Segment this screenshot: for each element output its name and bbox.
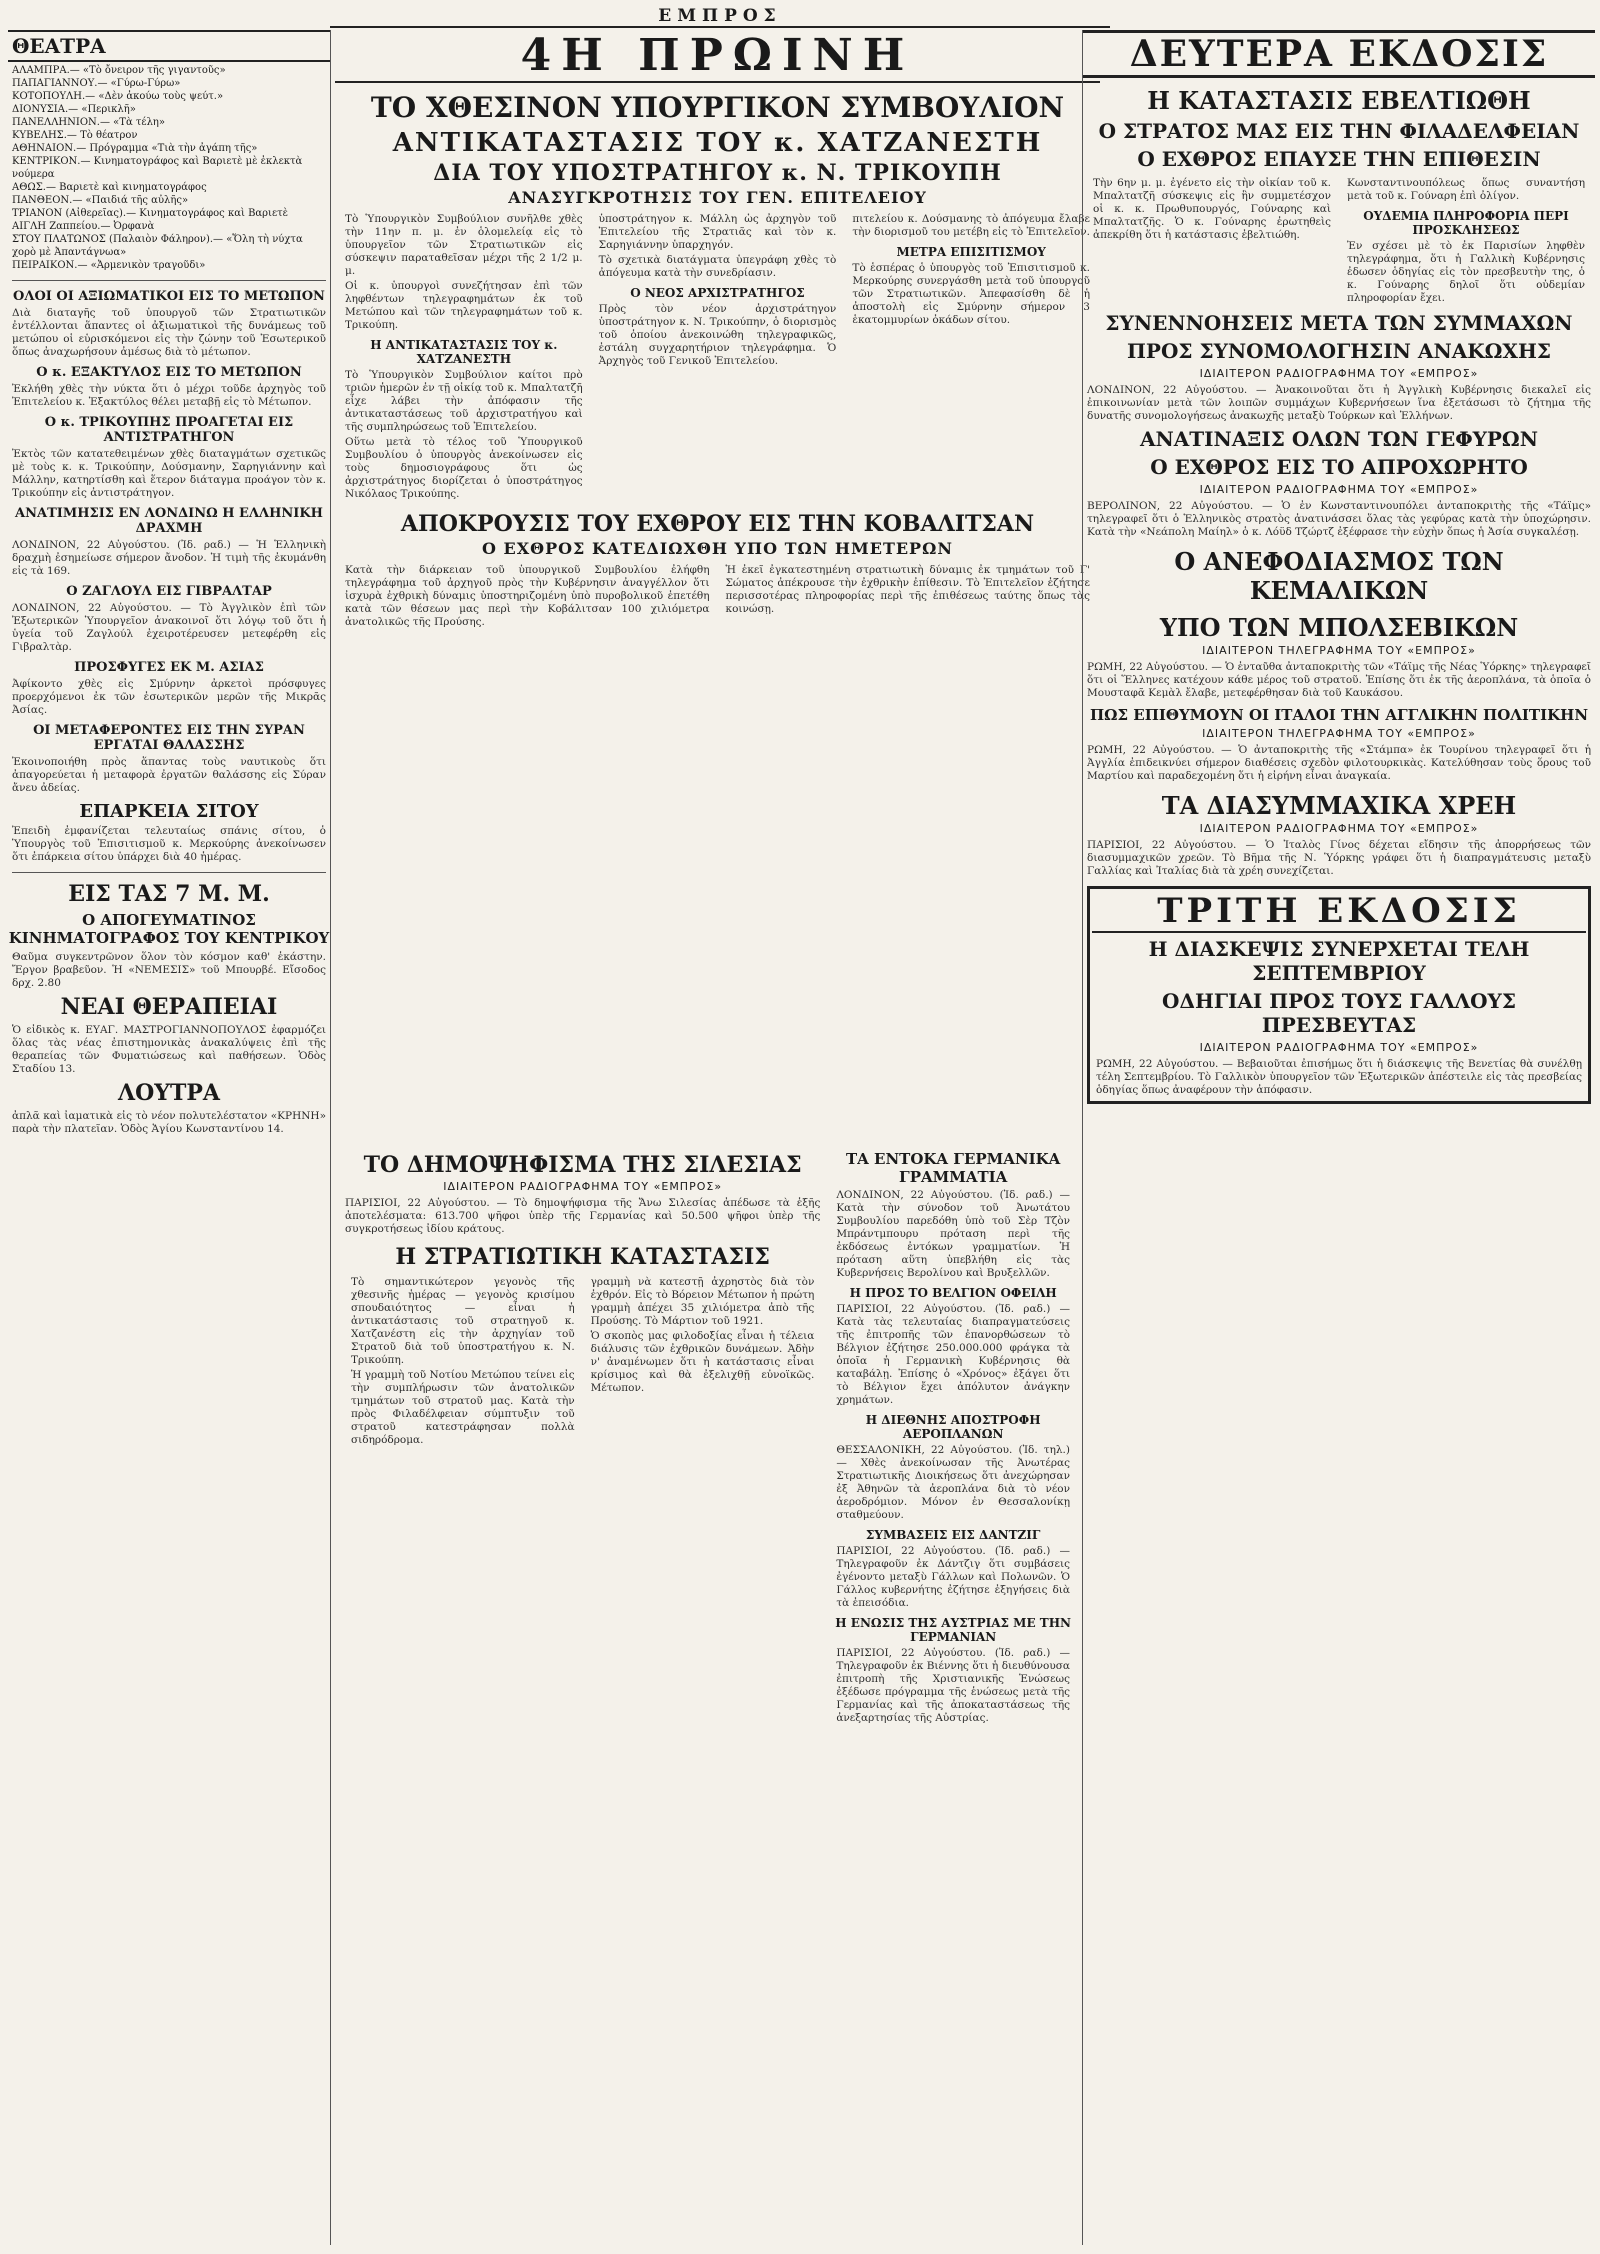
headline: ΣΥΝΕΝΝΟΗΣΕΙΣ ΜΕΤΑ ΤΩΝ ΣΥΜΜΑΧΩΝ [1105,311,1573,335]
headline: ΑΝΑΤΙΝΑΞΙΣ ΟΛΩΝ ΤΩΝ ΓΕΦΥΡΩΝ [1139,427,1539,451]
subheadline: Ο ΕΧΘΡΟΣ ΕΠΑΥΣΕ ΤΗΝ ΕΠΙΘΕΣΙΝ [1137,147,1541,171]
list-item: ΣΤΟΥ ΠΛΑΤΩΝΟΣ (Παλαιὸν Φάληρον).— «Ὅλη τὴ νύχτα χορὸ μὲ Ἀπαντάγνωα» [12,234,303,258]
article-text: Οὕτω μετὰ τὸ τέλος τοῦ Ὑπουργικοῦ Συμβουλίου ὁ ὑπουργὸς ἀνεκοίνωσεν εἰς τοὺς δημοσιογράφους ὅτι ὡς ἀρχιστράτηγος διορίζεται ὁ ὑποστράτηγος Νικόλαος Τρικούπης. [345,436,583,500]
article-text: Ἐκοινοποιήθη πρὸς ἅπαντας τοὺς ναυτικοὺς ὅτι ἀπαγορεύεται ἡ μεταφορὰ ἐργατῶν θαλάσσης εἰς Σύραν ἄνευ ἀδείας. [12,756,326,794]
headline: Η ΣΤΡΑΤΙΩΤΙΚΗ ΚΑΤΑΣΤΑΣΙΣ [395,1244,770,1270]
article-text: ΠΑΡΙΣΙΟΙ, 22 Αὐγούστου. — Ὁ Ἰταλὸς Γίνος δέχεται εἴδησιν τῆς ἀπορρήσεως τῶν διασυμμαχικῶν χρεῶν. Τὸ Βῆμα τῆς Ν. Ὑόρκης γράφει ὅτι ἡ διαπραγμάτευσις μεταξὺ Γαλλίας καὶ Ἰταλίας διὰ τὰ χρέη συνεχίζεται. [1087,839,1591,877]
article-columns [347,1274,818,1449]
main-subheadline: ΑΝΑΣΥΓΚΡΟΤΗΣΙΣ ΤΟΥ ΓΕΝ. ΕΠΙΤΕΛΕΙΟΥ [508,188,927,207]
article-text: ΡΩΜΗ, 22 Αὐγούστου. — Βεβαιοῦται ἐπισήμως ὅτι ἡ διάσκεψις τῆς Βενετίας θὰ συνέλθῃ τέλη Σεπτεμβρίου. Τὸ Γαλλικὸν ὑπουργεῖον τῶν Ἐξωτερικῶν ἀπέστειλε εἰς τὰς πρεσβείας ὁδηγίας ὅπως ἀναφέρουν τὴν ἀπόφασιν. [1096,1058,1582,1096]
article-text: Τὴν 6ην μ. μ. ἐγένετο εἰς τὴν οἰκίαν τοῦ κ. Μπαλτατζῆ σύσκεψις εἰς ἣν συμμετέσχον οἱ κ. κ. Πρωθυπουργός, Γούναρης καὶ Μπαλτατζῆς. Ὁ κ. Γούναρης ἐρωτηθεὶς ἀπεκρίθη ὅτι ἡ κατάστασις ἐβελτιώθη. [1093,177,1331,241]
third-edition-banner: ΤΡΙΤΗ ΕΚΔΟΣΙΣ [1092,891,1586,933]
headline: ΟΛΟΙ ΟΙ ΑΞΙΩΜΑΤΙΚΟΙ ΕΙΣ ΤΟ ΜΕΤΩΠΟΝ [13,289,325,304]
headline: ΣΥΜΒΑΣΕΙΣ ΕΙΣ ΔΑΝΤΖΙΓ [865,1528,1041,1542]
ad-text: ἀπλᾶ καὶ ἰαματικὰ εἰς τὸ νέον πολυτελέστατον «ΚΡΗΝΗ» παρὰ τὴν πλατεῖαν. Ὁδὸς Ἁγίου Κωνσταντίνου 14. [12,1110,326,1135]
article-text: Ἡ γραμμὴ τοῦ Νοτίου Μετώπου τείνει εἰς τὴν συμπλήρωσιν τῶν ἀνατολικῶν τμημάτων τοῦ στρατοῦ μας. Κατὰ τὴν πρὸς Φιλαδέλφειαν σύμπτυξιν τοῦ στρατοῦ κατεστράφησαν πολλὰ σιδηρόδρομα. [351,1369,575,1446]
article-block [341,211,587,503]
subheadline: Ο ΝΕΟΣ ΑΡΧΙΣΤΡΑΤΗΓΟΣ [630,286,805,300]
list-item: ΚΥΒΕΛΗΣ.— Τὸ θέατρον [12,130,138,141]
article-text: Τὸ σημαντικώτερον γεγονὸς τῆς χθεσινῆς ἡμέρας — γεγονὸς κρισίμου σπουδαιότητος — εἶναι ἡ ἀντικατάστασις τοῦ στρατηγοῦ κ. Χατζανέστη εἰς τὴν ἀρχηγίαν τοῦ Στρατοῦ διὰ τοῦ ὑποστρατήγου κ. Ν. Τρικούπη. [351,1276,575,1366]
theatre-list [12,64,326,272]
article-columns [341,211,1094,503]
headline: Η ΠΡΟΣ ΤΟ ΒΕΛΓΙΟΝ ΟΦΕΙΛΗ [849,1286,1057,1300]
article-text: γραμμὴ νὰ κατεστῇ ἀχρηστὸς διὰ τὸν ἐχθρόν. Εἰς τὸ Βόρειον Μέτωπον ἡ πρώτη γραμμὴ ἀπέχει 35 χιλιόμετρα ἀπὸ τῆς Προύσης. Τὸ Μάρτιον τοῦ 1921. [590,1276,815,1327]
article-text: Κωνσταντινουπόλεως ὅπως συναντήση μετὰ τοῦ κ. Γούναρη ἐπὶ ὀλίγον. [1347,177,1585,202]
ad-text: Θαῦμα συγκεντρῶνον ὅλον τὸν κόσμον καθ' ἑκάστην. Ἔργον βραβεῦον. Ἡ «ΝΕΜΕΣΙΣ» τοῦ Μπουρβέ. Εἴσοδος δρχ. 2.80 [12,951,326,989]
list-item: ΠΕΙΡΑΙΚΟΝ.— «Ἀρμενικὸν τραγοῦδι» [12,260,206,271]
article-text: ΠΑΡΙΣΙΟΙ, 22 Αὐγούστου. — Τὸ δημοψήφισμα τῆς Ἄνω Σιλεσίας ἀπέδωσε τὰ ἑξῆς ἀποτελέσματα: 613.700 ψῆφοι ὑπὲρ τῆς Γερμανίας καὶ 50.500 ψῆφοι ὑπὲρ τῆς συγκροτήσεως ἰδίου κράτους. [345,1197,821,1235]
main-subheadline: ΑΝΤΙΚΑΤΑΣΤΑΣΙΣ ΤΟΥ κ. ΧΑΤΖΑΝΕΣΤΗ [392,128,1043,158]
ad-text: Ὁ εἰδικὸς κ. ΕΥΑΓ. ΜΑΣΤΡΟΓΙΑΝΝΟΠΟΥΛΟΣ ἐφαρμόζει ὅλας τὰς νέας ἐπιστημονικὰς ἀνακαλύψεις ἐπὶ τῆς θεραπείας τῶν Φυματιώσεως καὶ παθήσεων. Ὁδὸς Σταδίου 13. [12,1024,326,1075]
list-item: ΑΛΑΜΠΡΑ.— «Τὸ ὄνειρον τῆς γιγαντοῦς» [12,65,226,76]
article-text: ΛΟΝΔΙΝΟΝ, 22 Αὐγούστου. (Ἰδ. ραδ.) — Ἡ Ἑλληνικὴ δραχμὴ ἐσημείωσε σήμερον ἄνοδον. Ἡ τιμὴ τῆς ἐκυμάνθη εἰς τὰ 169. [12,539,326,577]
article-block [341,1144,824,1727]
article-text: πιτελείου κ. Δούσμανης τὸ ἀπόγευμα ἔλαβε τὴν διορισμοῦ του μετέβη εἰς τὸ Ἐπιτελεῖον. [852,213,1091,238]
byline: ΙΔΙΑΙΤΕΡΟΝ ΡΑΔΙΟΓΡΑΦΗΜΑ ΤΟΥ «ΕΜΠΡΟΣ» [1199,367,1479,380]
article-text: Πρὸς τὸν νέον ἀρχιστράτηγον ὑποστράτηγον κ. Ν. Τρικούπην, ὁ διορισμὸς τοῦ ὁποίου ἀνεκοινώθη τηλεγραφικῶς, ἐστάλη συγχαρητήριον τηλεγράφημα. Ὁ Ἀρχηγὸς τοῦ Γενικοῦ Ἐπιτελείου. [598,303,837,367]
headline: ΕΠΑΡΚΕΙΑ ΣΙΤΟΥ [79,801,259,822]
headline: ΤΟ ΔΗΜΟΨΗΦΙΣΜΑ ΤΗΣ ΣΙΛΕΣΙΑΣ [363,1152,802,1178]
article-columns [1089,175,1589,307]
subheadline: ΟΥΔΕΜΙΑ ΠΛΗΡΟΦΟΡΙΑ ΠΕΡΙ ΠΡΟΣΚΛΗΣΕΩΣ [1363,209,1569,237]
headline: Ο ΑΝΕΦΟΔΙΑΣΜΟΣ ΤΩΝ ΚΕΜΑΛΙΚΩΝ [1174,547,1504,605]
article-text: ΠΑΡΙΣΙΟΙ, 22 Αὐγούστου. (Ἰδ. ραδ.) — Τηλεγραφοῦν ἐκ Βιέννης ὅτι ἡ διευθύνουσα ἐπιτροπὴ τῆς Χριστιανικῆς Ἑνώσεως ἐξέδωσε πρόγραμμα τῆς ἑνώσεως μετὰ τῆς Γερμανίας καὶ τῆς ἀποκαταστάσεως τῆς ἀνεξαρτησίας τῆς Αὐστρίας. [836,1647,1070,1724]
article-text: Διὰ διαταγῆς τοῦ ὑπουργοῦ τῶν Στρατιωτικῶν ἐντέλλονται ἅπαντες οἱ ἀξιωματικοὶ τῆς δυνάμεως τοῦ μετώπου οἱ εὑρισκόμενοι εἰς τὴν ζώνην τοῦ Ἐσωτερικοῦ ὅπως ἀναχωρήσουν ἀμέσως διὰ τὸ μέτωπον. [12,307,326,358]
list-item: ΠΑΝΘΕΟΝ.— «Παιδιά τῆς αὐλῆς» [12,195,189,206]
subheadline: Η ΑΝΤΙΚΑΤΑΣΤΑΣΙΣ ΤΟΥ κ. ΧΑΤΖΑΝΕΣΤΗ [370,338,558,366]
headline: ΑΝΑΤΙΜΗΣΙΣ ΕΝ ΛΟΝΔΙΝΩ Η ΕΛΛΗΝΙΚΗ ΔΡΑΧΜΗ [15,506,323,536]
list-item: ΑΘΗΝΑΙΟΝ.— Πρόγραμμα «Τιὰ τὴν ἀγάπη τῆς» [12,143,258,154]
article-text: ΛΟΝΔΙΝΟΝ, 22 Αὐγούστου. — Ἀνακοινοῦται ὅτι ἡ Ἀγγλικὴ Κυβέρνησις διεκαλεῖ εἰς ἐπικοινωνίαν μετὰ τῶν λοιπῶν συμμάχων Κυβερνήσεων ἵνα ἐξετάσωσι τὸ ζήτημα τῆς δυνατῆς συνομολογήσεως ἀνακωχῆς μεταξὺ Τούρκων καὶ Ἑλλήνων. [1087,384,1591,422]
page-label: 4Η ΠΡΩΙΝΗ [335,30,1100,83]
headline: ΠΡΟΣΦΥΓΕΣ ΕΚ Μ. ΑΣΙΑΣ [74,660,264,675]
article-text: ΡΩΜΗ, 22 Αὐγούστου. — Ὁ ἀνταποκριτὴς τῆς «Στάμπα» ἐκ Τουρίνου τηλεγραφεῖ ὅτι ἡ Ἀγγλία ἐπιδεικνύει σήμερον διαθέσεις σχεδὸν φιλοτουρκικὰς. Κατελύθησαν τοὺς ὅρους τοῦ Μαρτίου καὶ παραδεχομένη ὅτι ἡ εἰρήνη εἶναι ἀναγκαία. [1087,744,1591,782]
headline: ΤΑ ΔΙΑΣΥΜΜΑΧΙΚΑ ΧΡΕΗ [1161,791,1517,820]
byline: ΙΔΙΑΙΤΕΡΟΝ ΡΑΔΙΟΓΡΑΦΗΜΑ ΤΟΥ «ΕΜΠΡΟΣ» [1199,483,1479,496]
main-subheadline: ΔΙΑ ΤΟΥ ΥΠΟΣΤΡΑΤΗΓΟΥ κ. Ν. ΤΡΙΚΟΥΠΗ [433,160,1002,186]
headline: Η ΔΙΕΘΝΗΣ ΑΠΟΣΤΡΟΦΗ ΑΕΡΟΠΛΑΝΩΝ [865,1413,1041,1441]
article-text: Τὸ Ὑπουργικὸν Συμβούλιον καίτοι πρὸ τριῶν ἡμερῶν ἐν τῇ οἰκίᾳ τοῦ κ. Μπαλτατζῆ εἶχε λάβει τὴν ἀπόφασιν τῆς ἀντικαταστάσεως τοῦ ἀρχιστρατήγου καὶ τῆς συμπληρώσεως τοῦ Ἐπιτελείου. [345,369,583,433]
article-text: ΛΟΝΔΙΝΟΝ, 22 Αὐγούστου. (Ἰδ. ραδ.) — Κατὰ τὴν σύνοδον τοῦ Ἀνωτάτου Συμβουλίου παρεδόθη ὑπὸ τοῦ Σὲρ Τζὸν Μπράντμπουρυ πρόταση περὶ τῆς ἐκδόσεως ἐντόκων γραμματίων. Ἡ πρόταση αὕτη ὑπεβλήθη εἰς τὰς Κυβερνήσεις Βερολίνου καὶ Βρυξελλῶν. [836,1189,1070,1279]
subheadline: ΥΠΟ ΤΩΝ ΜΠΟΛΣΕΒΙΚΩΝ [1159,613,1519,642]
article-text: ΘΕΣΣΑΛΟΝΙΚΗ, 22 Αὐγούστου. (Ἰδ. τηλ.) — Χθὲς ἀνεκοίνωσαν τῆς Ἀνωτέρας Στρατιωτικῆς Διοικήσεως ὅτι ἀνεχώρησαν ἐξ Ἀθηνῶν τὰ ἀεροπλάνα διὰ τὸ νέον ἀεροδρόμιον. Μόνον ἐν Θεσσαλονίκῃ σταθμεύουν. [836,1444,1070,1521]
headline: ΠΩΣ ΕΠΙΘΥΜΟΥΝ ΟΙ ΙΤΑΛΟΙ ΤΗΝ ΑΓΓΛΙΚΗΝ ΠΟΛΙΤΙΚΗΝ [1089,706,1589,724]
article-block [848,211,1094,503]
headline: Η ΚΑΤΑΣΤΑΣΙΣ ΕΒΕΛΤΙΩΘΗ [1147,86,1531,115]
ad-title: ΕΙΣ ΤΑΣ 7 Μ. Μ. [68,881,270,907]
right-column [1082,30,1595,2245]
lower-grid [341,1144,1074,1727]
ad-title: ΝΕΑΙ ΘΕΡΑΠΕΙΑΙ [60,994,278,1020]
headline: ΤΑ ΕΝΤΟΚΑ ΓΕΡΜΑΝΙΚΑ ΓΡΑΜΜΑΤΙΑ [846,1150,1061,1186]
article-text: Ἐπειδὴ ἐμφανίζεται τελευταίως σπάνις σίτου, ὁ Ὑπουργὸς τοῦ Ἐπισιτισμοῦ κ. Μερκούρης ἀνεκοίνωσεν ὅτι ἐπάρκεια σίτου ὑπάρχει διὰ 40 ἡμέρας. [12,825,326,863]
headline: Η ΕΝΩΣΙΣ ΤΗΣ ΑΥΣΤΡΙΑΣ ΜΕ ΤΗΝ ΓΕΡΜΑΝΙΑΝ [835,1616,1072,1644]
third-edition-box [1087,886,1591,1104]
list-item: ΚΟΤΟΠΟΥΛΗ.— «Δὲν ἀκούω τοὺς ψεύτ.» [12,91,224,102]
article-block [832,1144,1074,1727]
article-text: Ἐκτὸς τῶν κατατεθειμένων χθὲς διαταγμάτων σχετικῶς μὲ τοὺς κ. κ. Τρικούπην, Δούσμανην, Σαρηγιάννην καὶ Μάλλην, κατηρτίσθη καὶ ἕτερον διάταγμα προάγον τὸν κ. Τρικούπην εἰς ἀντιστράτηγον. [12,448,326,499]
list-item: ΤΡΙΑΝΟΝ (Αἰθερεῖας).— Κινηματογράφος καὶ Βαριετὲ [12,208,289,219]
main-headline: ΤΟ ΧΘΕΣΙΝΟΝ ΥΠΟΥΡΓΙΚΟΝ ΣΥΜΒΟΥΛΙΟΝ [370,91,1065,124]
subheadline: ΠΡΟΣ ΣΥΝΟΜΟΛΟΓΗΣΙΝ ΑΝΑΚΩΧΗΣ [1127,339,1551,363]
article-text: ΒΕΡΟΛΙΝΟΝ, 22 Αὐγούστου. — Ὁ ἐν Κωνσταντινουπόλει ἀνταποκριτὴς τῆς «Τάϊμς» τηλεγραφεῖ ὅτι ὁ Ἑλληνικὸς στρατὸς ἀνατινάσσει ὅλας τὰς γεφύρας κατὰ τὴν ὑποχώρησιν. Κατὰ τὴν «Νεάπολη Μαίηλ» ὁ κ. Λόϋδ Τζώρτζ ἐξέφρασε τὴν εὐχὴν ὅπως ἡ Ἀσία συγκαλέσῃ. [1087,500,1591,538]
article-text: Ἡ ἐκεῖ ἐγκατεστημένη στρατιωτικὴ δύναμις ἐκ τμημάτων τοῦ Γ' Σώματος ἀπέκρουσε τὴν ἐχθρικὴν ἐπίθεσιν. Τὸ Ἐπιτελεῖον ἐζήτησε περισσοτέρας πληροφορίας περὶ τῆς ἐπιθέσεως ταύτης ὅπως τὰς κοινώσῃ. [725,564,1090,615]
subheadline: ΙΔΙΑΙΤΕΡΟΝ ΡΑΔΙΟΓΡΑΦΗΜΑ ΤΟΥ «ΕΜΠΡΟΣ» [443,1180,723,1193]
list-item: ΠΑΠΑΓΙΑΝΝΟΥ.— «Γύρω-Γύρω» [12,78,181,89]
byline: ΙΔΙΑΙΤΕΡΟΝ ΤΗΛΕΓΡΑΦΗΜΑ ΤΟΥ «ΕΜΠΡΟΣ» [1202,727,1476,740]
byline: ΙΔΙΑΙΤΕΡΟΝ ΡΑΔΙΟΓΡΑΦΗΜΑ ΤΟΥ «ΕΜΠΡΟΣ» [1199,1041,1479,1054]
subheadline: Ο ΣΤΡΑΤΟΣ ΜΑΣ ΕΙΣ ΤΗΝ ΦΙΛΑΔΕΛΦΕΙΑΝ [1098,119,1580,143]
list-item: ΚΕΝΤΡΙΚΟΝ.— Κινηματογράφος καὶ Βαριετὲ μὲ ἐκλεκτὰ νούμερα [12,156,303,180]
list-item: ΑΘΩΣ.— Βαριετὲ καὶ κινηματογράφος [12,182,207,193]
article-text: Οἱ κ. ὑπουργοὶ συνεζήτησαν ἐπὶ τῶν ληφθέντων τηλεγραφημάτων ἐκ τοῦ Μετώπου καὶ τῶν τηλεγραφημάτων τοῦ κ. Τρικούπη. [345,280,583,331]
subheadline: ΟΔΗΓΙΑΙ ΠΡΟΣ ΤΟΥΣ ΓΑΛΛΟΥΣ ΠΡΕΣΒΕΥΤΑΣ [1162,989,1516,1037]
article-block [1343,175,1589,307]
article-text: Ἐν σχέσει μὲ τὸ ἐκ Παρισίων ληφθὲν τηλεγράφημα, ὅτι ἡ Γαλλικὴ Κυβέρνησις ἐδωσεν ὁδηγίας εἰς τὸν πρεσβευτὴν της, ὁ κ. Γούναρης δηλοῖ ὅτι οὐδεμίαν πληροφορίαν ἔχει. [1347,240,1585,304]
list-item: ΔΙΟΝΥΣΙΑ.— «Περικλῆ» [12,104,136,115]
article-text: ΠΑΡΙΣΙΟΙ, 22 Αὐγούστου. (Ἰδ. ραδ.) — Κατὰ τὰς τελευταίας διαπραγματεύσεις τῆς ἐπιτροπῆς τῶν ἐπανορθώσεων τὸ Βέλγιον ἐζήτησε 250.000.000 φράγκα τὰ ὁποῖα ἡ Γερμανικὴ Κυβέρνησις θὰ καταβάλῃ. Ἐπίσης ὁ «Χρόνος» ἐξάγει ὅτι τὸ Βέλγιον ἔχει ἀπόλυτον ἀνάγκην χρημάτων. [836,1303,1070,1406]
theatre-title: ΘΕΑΤΡΑ [8,30,330,62]
masthead: ΕΜΠΡΟΣ [330,6,1110,28]
article-text: Τὸ ἑσπέρας ὁ ὑπουργὸς τοῦ Ἐπισιτισμοῦ κ. Μερκούρης συνεργάσθη μετὰ τοῦ ὑπουργοῦ τῶν Στρατιωτικῶν. Ἀπεφασίσθη δὲ ἡ ἀποστολὴ εἰς Σμύρνην σήμερον 3 ἑκατομμυρίων ὀκάδων σίτου. [852,262,1090,326]
article-text: Ὁ σκοπὸς μας φιλοδοξίας εἶναι ἡ τέλεια διάλυσις τῶν ἐχθρικῶν δυνάμεων. Ἀδὴν ν' ἀναμένωμεν ὅτι ἡ κατάστασις εἶναι κρίσιμος καὶ θὰ ἐξελιχθῇ εὐνοϊκῶς. Μέτωπον. [590,1330,815,1394]
article-block [595,211,841,503]
byline: ΙΔΙΑΙΤΕΡΟΝ ΤΗΛΕΓΡΑΦΗΜΑ ΤΟΥ «ΕΜΠΡΟΣ» [1202,644,1476,657]
article-text: ΠΑΡΙΣΙΟΙ, 22 Αὐγούστου. (Ἰδ. ραδ.) — Τηλεγραφοῦν ἐκ Δάντζιγ ὅτι συμβάσεις ἐγένοντο μεταξὺ Γάλλων καὶ Πολωνῶν. Ὁ Γάλλος κυβερνήτης ἐζήτησε ἐξηγήσεις διὰ τὰ ἐπεισόδια. [836,1545,1070,1609]
byline: ΙΔΙΑΙΤΕΡΟΝ ΡΑΔΙΟΓΡΑΦΗΜΑ ΤΟΥ «ΕΜΠΡΟΣ» [1199,822,1479,835]
headline: Ο κ. ΕΞΑΚΤΥΛΟΣ ΕΙΣ ΤΟ ΜΕΤΩΠΟΝ [36,365,302,380]
second-edition-banner: ΔΕΥΤΕΡΑ ΕΚΔΟΣΙΣ [1083,30,1595,78]
headline: Ο κ. ΤΡΙΚΟΥΠΗΣ ΠΡΟΑΓΕΤΑΙ ΕΙΣ ΑΝΤΙΣΤΡΑΤΗΓΟΝ [44,415,294,445]
article-block [347,1274,579,1449]
lower-center [335,1140,1080,2245]
headline: ΑΠΟΚΡΟΥΣΙΣ ΤΟΥ ΕΧΘΡΟΥ ΕΙΣ ΤΗΝ ΚΟΒΑΛΙΤΣΑΝ [400,511,1035,537]
ad-title: ΛΟΥΤΡΑ [118,1080,220,1106]
headline: Ο ΖΑΓΛΟΥΛ ΕΙΣ ΓΙΒΡΑΛΤΑΡ [66,584,272,599]
list-item: ΑΙΓΛΗ Ζαππείου.— Ὀρφανὰ [12,221,155,232]
subheadline: Ο ΕΧΘΡΟΣ ΚΑΤΕΔΙΩΧΘΗ ΥΠΟ ΤΩΝ ΗΜΕΤΕΡΩΝ [482,539,953,558]
article-text: Ἐκλήθη χθὲς τὴν νύκτα ὅτι ὁ μέχρι τοῦδε ἀρχηγὸς τοῦ Ἐπιτελείου κ. Ἐξακτύλος θέλει μεταβῇ εἰς τὸ Μέτωπον. [12,383,326,408]
ad-subtitle: Ο ΑΠΟΓΕΥΜΑΤΙΝΟΣ ΚΙΝΗΜΑΤΟΓΡΑΦΟΣ ΤΟΥ ΚΕΝΤΡΙΚΟΥ [8,911,330,947]
article-text: Τὸ σχετικὰ διατάγματα ὑπεγράφη χθὲς τὸ ἀπόγευμα κατὰ τὴν συνεδρίασιν. [598,254,837,279]
article-text: Τὸ Ὑπουργικὸν Συμβούλιον συνῆλθε χθὲς τὴν 11ην π. μ. ἐν ὁλομελείᾳ εἰς τὸ ὑπουργεῖον τῶν Στρατιωτικῶν εἰς σύσκεψιν παραταθεῖσαν μέχρι τῆς 2 1/2 μ. μ. [345,213,583,277]
left-column [8,30,331,2245]
subheadline: ΜΕΤΡΑ ΕΠΙΣΙΤΙΣΜΟΥ [896,245,1046,259]
article-text: ΛΟΝΔΙΝΟΝ, 22 Αὐγούστου. — Τὸ Ἀγγλικὸν ἐπὶ τῶν Ἐξωτερικῶν Ὑπουργεῖον ἀνακοινοῖ ὅτι λόγῳ τοῦ ὅτι ἡ ὑγεία τοῦ Ζαγλούλ ἐχειροτέρευσεν μετεφέρθη εἰς Γιβραλτὰρ. [12,602,326,653]
article-text: Ἀφίκοντο χθὲς εἰς Σμύρνην ἀρκετοὶ πρόσφυγες προερχόμενοι ἐκ τῶν ἐσωτερικῶν μερῶν τῆς Μικρᾶς Ἀσίας. [12,678,326,716]
article-text: ὑποστράτηγον κ. Μάλλη ὡς ἀρχηγὸν τοῦ Ἐπιτελείου τῆς Στρατιᾶς καὶ τὸν κ. Σαρηγιάννην ὑπαρχηγόν. [598,213,837,251]
center-column [335,30,1100,1160]
subheadline: Ο ΕΧΘΡΟΣ ΕΙΣ ΤΟ ΑΠΡΟΧΩΡΗΤΟ [1150,455,1528,479]
article-text: ΡΩΜΗ, 22 Αὐγούστου. — Ὁ ἐνταῦθα ἀνταποκριτὴς τῶν «Τάϊμς τῆς Νέας Ὑόρκης» τηλεγραφεῖ ὅτι οἱ Ἕλληνες κατέχουν κάθε μέρος τοῦ στρατοῦ. Ἐπίσης ὅτι ἐκ τῆς ἀεροπλάνα, τὰ ὁποῖα ὁ Μουσταφᾶ Κεμὰλ ἔλαβε, μετεφέρθησαν διὰ τοῦ Καυκάσου. [1087,661,1591,699]
article-text: Κατὰ τὴν διάρκειαν τοῦ ὑπουργικοῦ Συμβουλίου ἐλήφθη τηλεγράφημα τοῦ ἀρχηγοῦ πρὸς τὴν Κυβέρνησιν ἀναγγέλλον ὅτι ἰσχυρὰ ἐχθρικὴ δύναμις ὑποστηριζομένη ὑπὸ πυροβολικοῦ ἐπετέθη κατὰ τῶν θέσεων μας περὶ τὴν Κοβάλιτσαν 100 χιλιόμετρα ἀνατολικῶς τῆς Προύσης. [345,564,710,628]
headline: ΟΙ ΜΕΤΑΦΕΡΟΝΤΕΣ ΕΙΣ ΤΗΝ ΣΥΡΑΝ ΕΡΓΑΤΑΙ ΘΑΛΑΣΣΗΣ [33,723,305,753]
article-columns [341,562,1094,631]
list-item: ΠΑΝΕΛΛΗΝΙΟΝ.— «Τὰ τέλη» [12,117,166,128]
headline: Η ΔΙΑΣΚΕΨΙΣ ΣΥΝΕΡΧΕΤΑΙ ΤΕΛΗ ΣΕΠΤΕΜΒΡΙΟΥ [1148,937,1530,985]
article-block [587,1274,819,1449]
